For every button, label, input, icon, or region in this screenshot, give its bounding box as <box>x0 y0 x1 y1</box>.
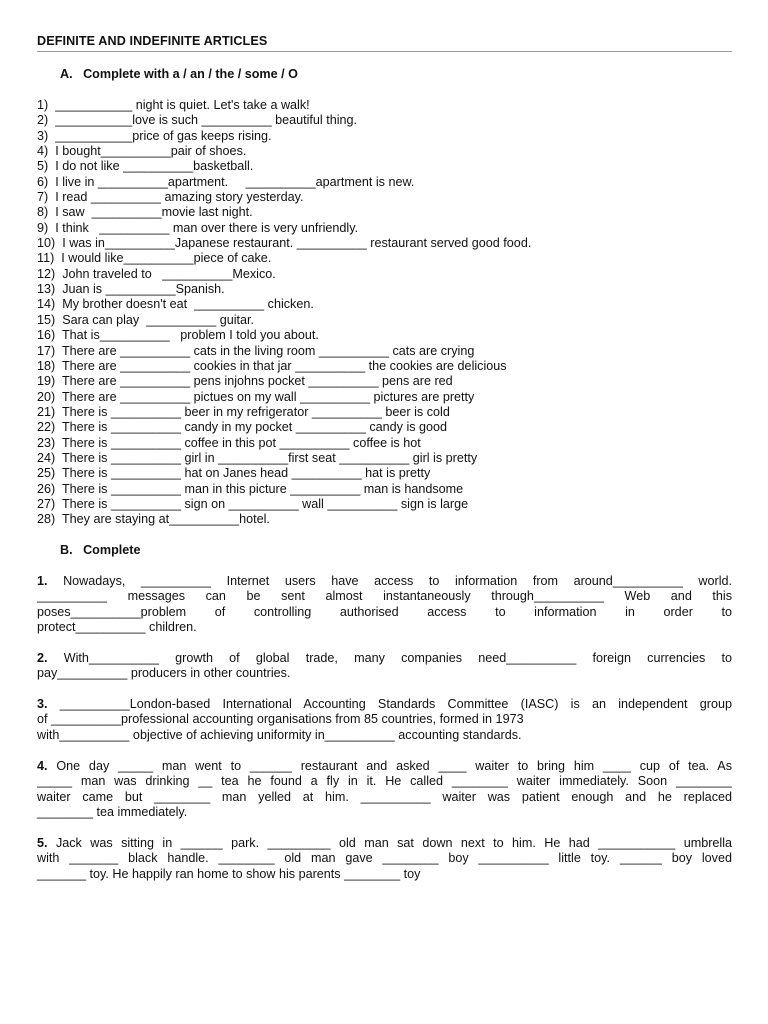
paragraph-number: 3. <box>37 697 48 711</box>
paragraph-text: With__________ growth of global trade, many companies need__________ foreign currencies to <box>47 651 732 665</box>
exercise-item: 8) I saw __________movie last night. <box>37 205 253 220</box>
exercise-item: 25) There is __________ hat on Janes head __________ hat is pretty <box>37 466 431 481</box>
paragraph-line: with__________ objective of achieving uniformity in__________ accounting standards. <box>37 727 522 742</box>
paragraph-line: poses__________problem of controlling authorised access to information in order to <box>37 604 732 619</box>
exercise-item: 23) There is __________ coffee in this pot __________ coffee is hot <box>37 435 421 450</box>
paragraph-line: _______ toy. He happily ran home to show his parents ________ toy <box>37 866 421 881</box>
exercise-item: 5) I do not like __________basketball. <box>37 159 254 174</box>
exercise-item: 1) ___________ night is quiet. Let's take a walk! <box>37 98 310 112</box>
exercise-item: 6) I live in __________apartment. __________apartment is new. <box>37 174 415 189</box>
paragraph-number: 1. <box>37 574 48 588</box>
exercise-item: 15) Sara can play __________ guitar. <box>37 312 255 327</box>
paragraph-number: 2. <box>37 651 48 665</box>
exercise-item: 26) There is __________ man in this picture __________ man is handsome <box>37 481 464 496</box>
section-a-heading: A. Complete with a / an / the / some / O <box>60 67 298 81</box>
paragraph-line <box>37 651 732 666</box>
paragraph-line: _____ man was drinking __ tea he found a fly in it. He called ________ waiter immediately. Soon ________ <box>37 774 732 789</box>
paragraph-text: One day _____ man went to ______ restaurant and asked ____ waiter to bring him ____ cup of tea. As <box>47 759 732 773</box>
paragraph-number: 5. <box>37 836 48 850</box>
exercise-item: 22) There is __________ candy in my pocket __________ candy is good <box>37 420 448 435</box>
exercise-item: 3) ___________price of gas keeps rising. <box>37 128 272 143</box>
paragraph-text: Jack was sitting in ______ park. _________ old man sat down next to him. He had ___________ umbrella <box>47 836 732 850</box>
title-divider <box>37 51 732 52</box>
paragraph-line: ________ tea immediately. <box>37 805 188 820</box>
paragraph-line: protect__________ children. <box>37 620 197 635</box>
exercise-item: 14) My brother doesn't eat __________ chicken. <box>37 297 314 312</box>
paragraph-line: __________ messages can be sent almost instantaneously through__________ Web and this <box>37 589 732 604</box>
exercise-item: 19) There are __________ pens injohns pocket __________ pens are red <box>37 374 453 389</box>
exercise-item: 10) I was in__________Japanese restaurant. __________ restaurant served good food. <box>37 236 532 251</box>
exercise-item: 11) I would like__________piece of cake. <box>37 251 272 266</box>
exercise-item: 9) I think __________ man over there is very unfriendly. <box>37 220 359 235</box>
paragraph-line: with _______ black handle. ________ old man gave ________ boy __________ little toy. ______ boy loved <box>37 851 732 866</box>
exercise-item: 12) John traveled to __________Mexico. <box>37 266 276 281</box>
exercise-item: 24) There is __________ girl in __________first seat __________ girl is pretty <box>37 450 478 465</box>
exercise-item: 17) There are __________ cats in the living room __________ cats are crying <box>37 343 475 358</box>
exercise-item: 21) There is __________ beer in my refrigerator __________ beer is cold <box>37 404 450 419</box>
exercise-item: 2) ___________love is such __________ beautiful thing. <box>37 113 357 128</box>
section-b-paragraph-4 <box>37 759 732 821</box>
section-b-heading: B. Complete <box>60 543 141 557</box>
paragraph-line: waiter came but ________ man yelled at him. __________ waiter was patient enough and he replaced <box>37 789 732 804</box>
paragraph-line <box>37 697 732 712</box>
exercise-item: 28) They are staying at__________hotel. <box>37 512 270 527</box>
exercise-item: 27) There is __________ sign on __________ wall __________ sign is large <box>37 496 469 511</box>
exercise-item: 18) There are __________ cookies in that jar __________ the cookies are delicious <box>37 358 507 373</box>
section-b-paragraph-2 <box>37 651 732 682</box>
exercise-item: 13) Juan is __________Spanish. <box>37 282 225 297</box>
section-b-paragraph-1 <box>37 574 732 636</box>
exercise-item: 4) I bought__________pair of shoes. <box>37 144 247 159</box>
paragraph-text: __________London-based International Accounting Standards Committee (IASC) is an independent group <box>47 697 732 711</box>
paragraph-line <box>37 759 732 774</box>
paragraph-line: of __________professional accounting organisations from 85 countries, formed in 1973 <box>37 712 524 727</box>
section-b-paragraph-3 <box>37 697 732 743</box>
exercise-item: 20) There are __________ pictues on my wall __________ pictures are pretty <box>37 389 475 404</box>
page-title: DEFINITE AND INDEFINITE ARTICLES <box>37 34 268 48</box>
section-a-exercise-list <box>37 98 531 528</box>
paragraph-line <box>37 836 732 851</box>
paragraph-text: Nowadays, __________ Internet users have access to information from around__________ world. <box>47 574 732 588</box>
section-b-paragraph-5 <box>37 836 732 882</box>
paragraph-line <box>37 574 732 589</box>
exercise-item: 7) I read __________ amazing story yesterday. <box>37 190 304 205</box>
paragraph-line: pay__________ producers in other countries. <box>37 666 291 681</box>
paragraph-number: 4. <box>37 759 48 773</box>
exercise-item: 16) That is__________ problem I told you about. <box>37 328 319 343</box>
